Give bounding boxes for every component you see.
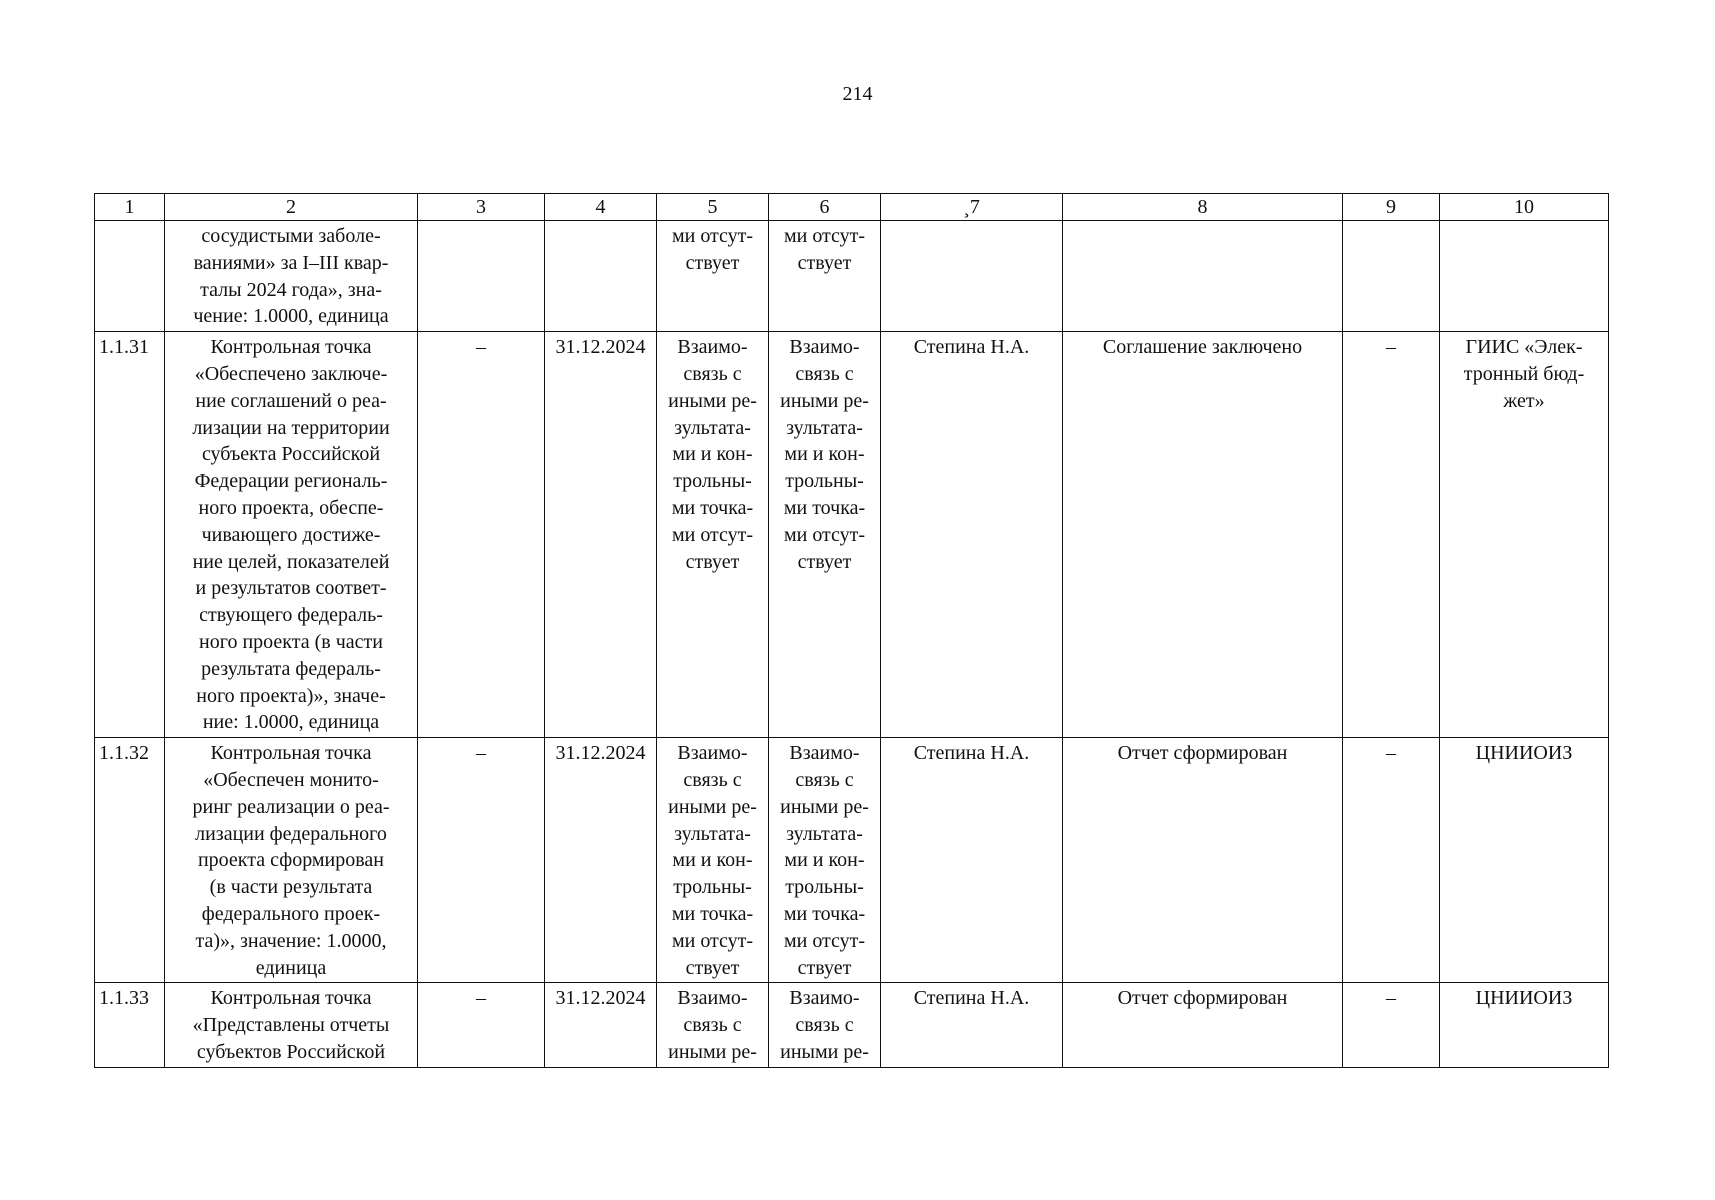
cell-text-line: ние целей, показателей [192, 550, 390, 573]
cell-text-line: федерального проек- [201, 902, 381, 925]
cell-text-line: «Представлены отчеты [192, 1014, 390, 1037]
cell-text-line: ми точка- [783, 902, 866, 925]
cell-text-line: жет» [1503, 389, 1545, 412]
column-5-cell [657, 221, 769, 332]
responsible-cell [881, 221, 1063, 332]
column-header: 4 [545, 194, 657, 221]
cell-text-line: Контрольная точка [210, 742, 372, 765]
cell-text-line: зультата- [786, 416, 863, 439]
cell-text-line: ние соглашений о реа- [195, 389, 387, 412]
cell-text-line: ми отсут- [783, 225, 866, 247]
cell-text-line: ми отсут- [783, 929, 866, 952]
cell-text-line: ного проекта, обеспе- [198, 496, 384, 519]
cell-text-line: иными ре- [780, 1040, 869, 1063]
cell-text-line: иными ре- [780, 795, 869, 818]
column-6-cell [769, 332, 881, 738]
system-cell [1440, 221, 1609, 332]
result-cell: Отчет сформирован [1063, 738, 1343, 983]
cell-text-line: ного проекта (в части [199, 630, 383, 653]
cell-text-line: результата федераль- [201, 657, 381, 680]
column-header: 8 [1063, 194, 1343, 221]
cell-text-line: трольны- [785, 470, 864, 493]
column-3-cell: – [418, 738, 545, 983]
cell-text-line: Федерации региональ- [194, 470, 388, 493]
row-number-cell: 1.1.31 [95, 332, 165, 738]
cell-text-line: иными ре- [668, 389, 757, 412]
column-6-cell [769, 738, 881, 983]
column-5-cell [657, 983, 769, 1067]
cell-text-line: Контрольная точка [210, 336, 372, 359]
cell-text-line: субъекта Российской [201, 443, 381, 466]
cell-text-line: Взаимо- [789, 336, 860, 359]
cell-text-line: иными ре- [668, 1040, 757, 1063]
cell-text-line: единица [255, 956, 327, 979]
cell-text-line: Взаимо- [789, 742, 860, 765]
cell-text-line: лизации на территории [192, 416, 390, 439]
responsible-cell: Степина Н.А. [881, 738, 1063, 983]
date-cell [545, 221, 657, 332]
column-header: 10 [1440, 194, 1609, 221]
cell-text-line: чение: 1.0000, единица [193, 305, 389, 328]
table-body [95, 194, 1609, 1068]
column-header: 9 [1343, 194, 1440, 221]
column-9-cell [1343, 221, 1440, 332]
table-row [95, 221, 1609, 332]
cell-text-line: ного проекта)», значе- [196, 684, 386, 707]
cell-text-line: Взаимо- [789, 987, 860, 1010]
cell-text-line: связь с [795, 768, 854, 791]
column-3-cell [418, 221, 545, 332]
column-header: 3 [418, 194, 545, 221]
cell-text-line: ми точка- [671, 496, 754, 519]
table-row [95, 738, 1609, 983]
cell-text-line: Взаимо- [677, 742, 748, 765]
cell-text-line: трольны- [673, 876, 752, 899]
cell-text-line: ми и кон- [784, 849, 865, 872]
row-number-cell: 1.1.33 [95, 983, 165, 1067]
column-5-cell [657, 738, 769, 983]
result-cell: Соглашение заключено [1063, 332, 1343, 738]
cell-text-line: ствующего федераль- [199, 604, 383, 627]
result-cell [1063, 221, 1343, 332]
cell-text-line: Взаимо- [677, 336, 748, 359]
column-9-cell: – [1343, 738, 1440, 983]
cell-text-line: зультата- [786, 822, 863, 845]
date-cell: 31.12.2024 [545, 332, 657, 738]
column-header: 1 [95, 194, 165, 221]
date-cell: 31.12.2024 [545, 983, 657, 1067]
system-cell [1440, 983, 1609, 1067]
cell-text-line: ствует [685, 550, 740, 573]
description-cell [165, 983, 418, 1067]
cell-text-line: ми и кон- [672, 443, 753, 466]
cell-text-line: ми точка- [783, 496, 866, 519]
column-6-cell [769, 221, 881, 332]
row-number-cell: 1.1.32 [95, 738, 165, 983]
cell-text-line: ми отсут- [783, 523, 866, 546]
system-cell [1440, 738, 1609, 983]
cell-text-line: ние: 1.0000, единица [202, 711, 380, 734]
column-6-cell [769, 983, 881, 1067]
cell-text-line: связь с [683, 1014, 742, 1037]
row-number-cell [95, 221, 165, 332]
cell-text-line: ЦНИИОИЗ [1475, 987, 1573, 1010]
description-cell [165, 738, 418, 983]
column-header: 6 [769, 194, 881, 221]
cell-text-line: трольны- [785, 876, 864, 899]
cell-text-line: тронный бюд- [1463, 362, 1585, 385]
cell-text-line: зультата- [674, 822, 751, 845]
cell-text-line: проекта сформирован [197, 849, 385, 872]
cell-text-line: ваниями» за I–III квар- [193, 251, 389, 274]
cell-text-line: связь с [795, 1014, 854, 1037]
cell-text-line: связь с [683, 362, 742, 385]
cell-text-line: «Обеспечено заключе- [194, 362, 388, 385]
cell-text-line: талы 2024 года», зна- [200, 278, 382, 301]
description-cell [165, 332, 418, 738]
cell-text-line: ми точка- [671, 902, 754, 925]
cell-text-line: та)», значение: 1.0000, [195, 929, 387, 952]
cell-text-line: чивающего достиже- [201, 523, 381, 546]
cell-text-line: сосудистыми заболе- [201, 225, 381, 247]
cell-text-line: ми и кон- [784, 443, 865, 466]
cell-text-line: «Обеспечен монито- [203, 768, 379, 791]
description-cell [165, 221, 418, 332]
cell-text-line: ствует [797, 956, 852, 979]
cell-text-line: (в части результата [209, 876, 373, 899]
cell-text-line: и результатов соответ- [195, 577, 387, 600]
column-header: 5 [657, 194, 769, 221]
cell-text-line: зультата- [674, 416, 751, 439]
column-header: 2 [165, 194, 418, 221]
cell-text-line: ми отсут- [671, 225, 754, 247]
cell-text-line: Контрольная точка [210, 987, 372, 1010]
header-row [95, 194, 1609, 221]
responsible-cell: Степина Н.А. [881, 983, 1063, 1067]
cell-text-line: Взаимо- [677, 987, 748, 1010]
column-3-cell: – [418, 332, 545, 738]
cell-text-line: трольны- [673, 470, 752, 493]
cell-text-line: ми отсут- [671, 523, 754, 546]
cell-text-line: ЦНИИОИЗ [1475, 742, 1573, 765]
table-row [95, 332, 1609, 738]
schedule-table [94, 193, 1609, 1068]
cell-text-line: иными ре- [780, 389, 869, 412]
cell-text-line: ринг реализации о реа- [192, 795, 390, 818]
cell-text-line: субъектов Российской [196, 1040, 386, 1063]
cell-text-line: ствует [685, 956, 740, 979]
cell-text-line: ми и кон- [672, 849, 753, 872]
cell-text-line: ствует [685, 251, 740, 274]
column-9-cell: – [1343, 983, 1440, 1067]
system-cell [1440, 332, 1609, 738]
cell-text-line: ГИИС «Элек- [1465, 336, 1583, 359]
cell-text-line: ствует [797, 550, 852, 573]
date-cell: 31.12.2024 [545, 738, 657, 983]
responsible-cell: Степина Н.А. [881, 332, 1063, 738]
column-9-cell: – [1343, 332, 1440, 738]
cell-text-line: иными ре- [668, 795, 757, 818]
column-3-cell: – [418, 983, 545, 1067]
cell-text-line: ствует [797, 251, 852, 274]
cell-text-line: лизации федерального [195, 822, 387, 845]
column-5-cell [657, 332, 769, 738]
table-row [95, 983, 1609, 1067]
cell-text-line: ми отсут- [671, 929, 754, 952]
page-number: 214 [842, 83, 873, 105]
cell-text-line: связь с [795, 362, 854, 385]
column-header: ¸7 [881, 194, 1063, 221]
cell-text-line: связь с [683, 768, 742, 791]
result-cell: Отчет сформирован [1063, 983, 1343, 1067]
